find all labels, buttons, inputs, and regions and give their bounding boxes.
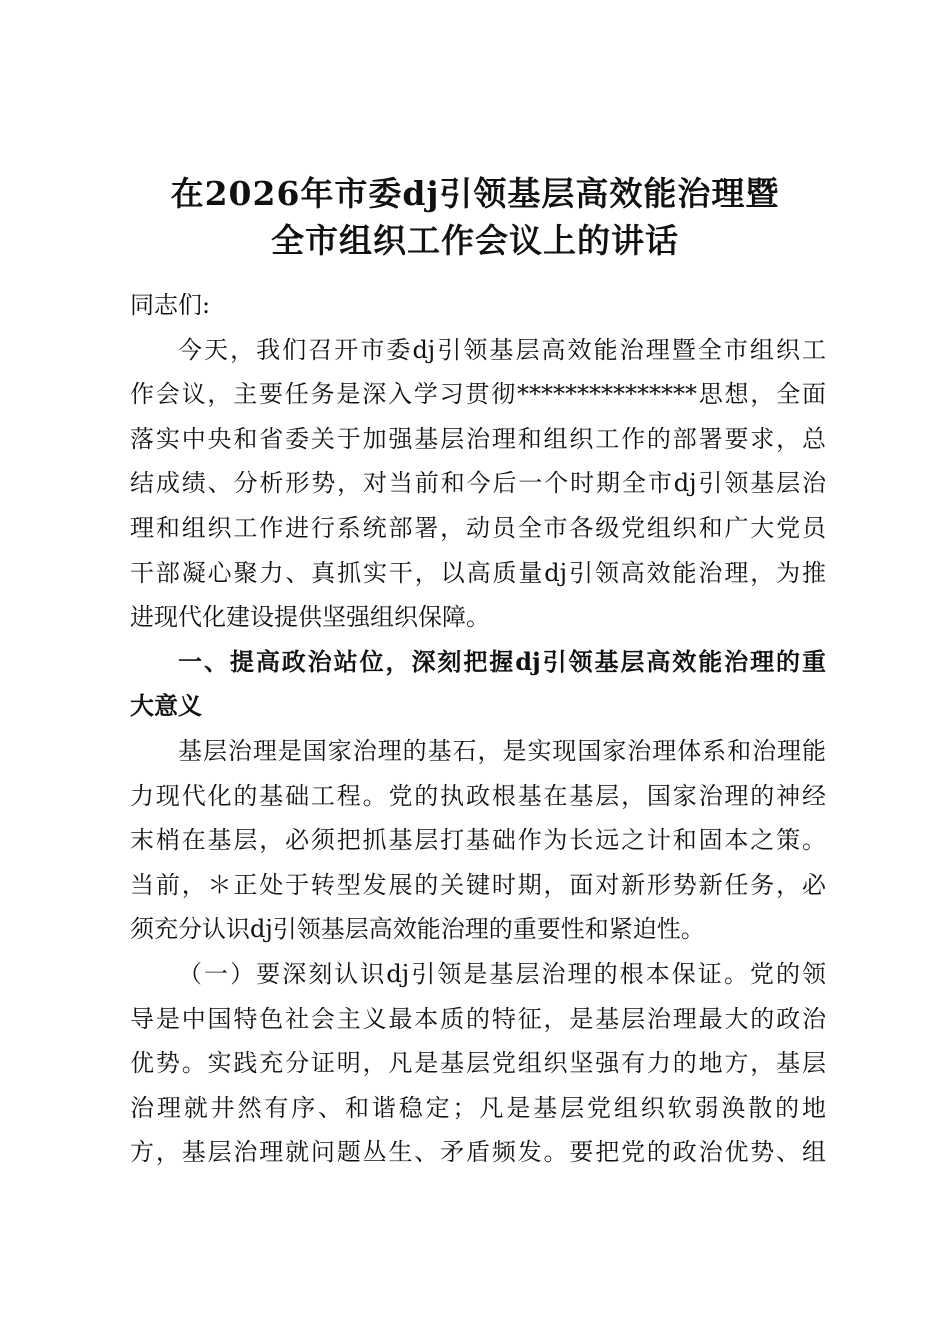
document-body [130, 283, 826, 1175]
title-line-1: 在2026年市委dj引领基层高效能治理暨 [170, 174, 780, 213]
paragraph-line: 须充分认识dj引领基层高效能治理的重要性和紧迫性。 [130, 915, 705, 944]
paragraph-line: 今天，我们召开市委dj引领基层高效能治理暨全市组织工 [178, 335, 826, 364]
paragraph-line: 方，基层治理就问题丛生、矛盾频发。要把党的政治优势、组 [130, 1138, 826, 1167]
paragraph-line: 结成绩、分析形势，对当前和今后一个时期全市dj引领基层治 [130, 469, 826, 498]
paragraph-line: 力现代化的基础工程。党的执政根基在基层，国家治理的神经 [130, 781, 826, 810]
section-heading-line: 大意义 [130, 691, 202, 721]
paragraph-line: 优势。实践充分证明，凡是基层党组织坚强有力的地方，基层 [130, 1049, 826, 1078]
document-title [0, 170, 950, 264]
paragraph-line: 当前，＊正处于转型发展的关键时期，面对新形势新任务，必 [130, 870, 826, 899]
paragraph-line: 末梢在基层，必须把抓基层打基础作为长远之计和固本之策。 [130, 826, 826, 855]
paragraph-line: 干部凝心聚力、真抓实干，以高质量dj引领高效能治理，为推 [130, 558, 826, 587]
title-line-2: 全市组织工作会议上的讲话 [271, 221, 679, 260]
salutation: 同志们: [130, 291, 211, 319]
paragraph-line: 导是中国特色社会主义最本质的特征，是基层治理最大的政治 [130, 1004, 826, 1033]
paragraph-line: 作会议，主要任务是深入学习贯彻***************思想，全面 [130, 380, 826, 409]
paragraph-line: （一）要深刻认识dj引领是基层治理的根本保证。党的领 [178, 959, 826, 988]
paragraph-line: 基层治理是国家治理的基石，是实现国家治理体系和治理能 [178, 736, 826, 765]
section-heading-line: 一、提高政治站位，深刻把握dj引领基层高效能治理的重 [178, 646, 826, 676]
paragraph-line: 进现代化建设提供坚强组织保障。 [130, 603, 490, 632]
paragraph-line: 治理就井然有序、和谐稳定；凡是基层党组织软弱涣散的地 [130, 1093, 826, 1122]
paragraph-line: 落实中央和省委关于加强基层治理和组织工作的部署要求，总 [130, 424, 826, 453]
paragraph-line: 理和组织工作进行系统部署，动员全市各级党组织和广大党员 [130, 513, 826, 542]
